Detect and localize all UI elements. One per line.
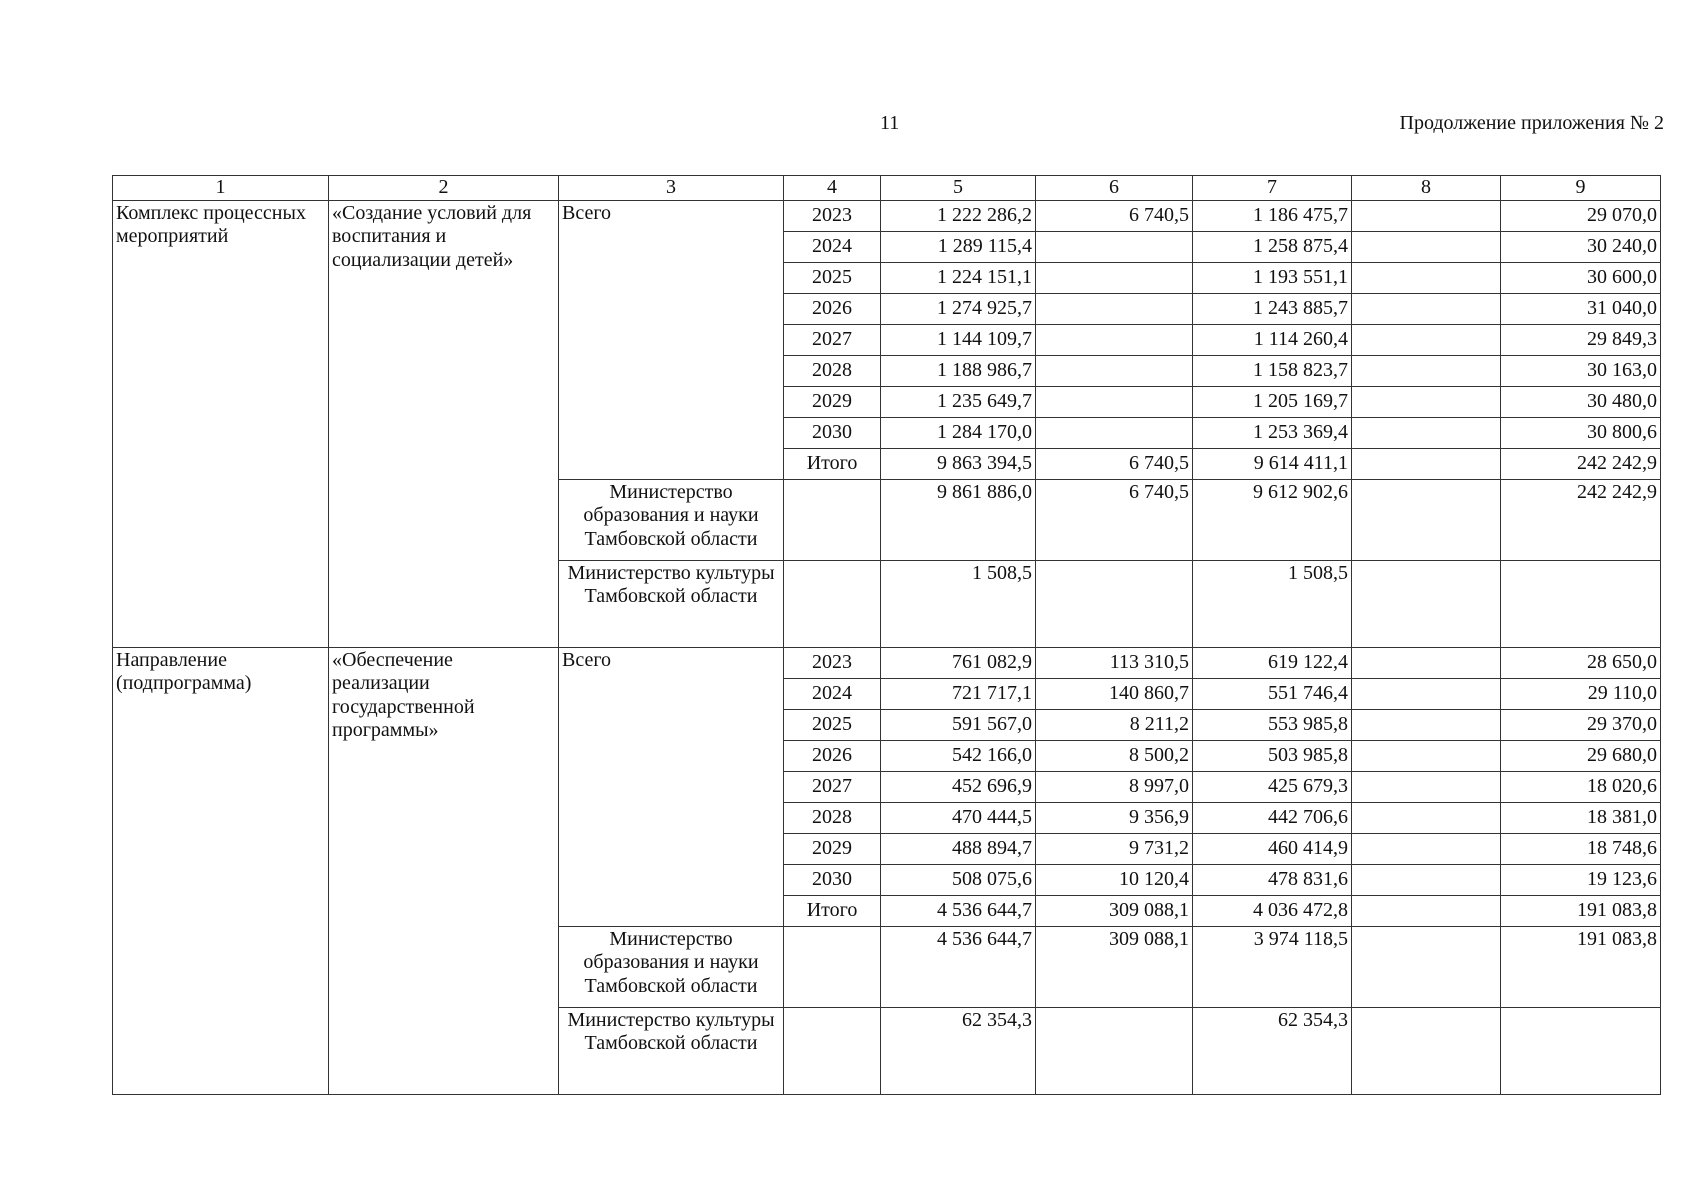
amount-cell: 1 114 260,4	[1193, 324, 1352, 355]
year-cell: 2025	[784, 709, 881, 740]
amount-cell	[1352, 417, 1501, 448]
year-cell: 2023	[784, 200, 881, 231]
year-cell: 2023	[784, 647, 881, 678]
amount-cell	[1501, 560, 1661, 647]
amount-cell: 62 354,3	[881, 1007, 1036, 1094]
amount-cell: 9 612 902,6	[1193, 479, 1352, 560]
ministry-name-cell: Министерство образования и науки Тамбовской области	[559, 926, 784, 1007]
amount-cell	[1036, 386, 1193, 417]
amount-cell: 113 310,5	[1036, 647, 1193, 678]
amount-cell: 442 706,6	[1193, 802, 1352, 833]
amount-cell: 31 040,0	[1501, 293, 1661, 324]
amount-cell: 8 211,2	[1036, 709, 1193, 740]
amount-cell: 1 222 286,2	[881, 200, 1036, 231]
amount-cell: 1 274 925,7	[881, 293, 1036, 324]
year-cell: 2028	[784, 355, 881, 386]
year-cell: 2025	[784, 262, 881, 293]
amount-cell: 29 680,0	[1501, 740, 1661, 771]
amount-cell: 761 082,9	[881, 647, 1036, 678]
amount-cell: 29 070,0	[1501, 200, 1661, 231]
column-header: 7	[1193, 176, 1352, 201]
amount-cell: 1 284 170,0	[881, 417, 1036, 448]
year-cell: 2027	[784, 771, 881, 802]
section-name-cell: «Создание условий для воспитания и социализации детей»	[329, 200, 559, 647]
amount-cell: 542 166,0	[881, 740, 1036, 771]
amount-cell: 721 717,1	[881, 678, 1036, 709]
amount-cell	[1036, 231, 1193, 262]
amount-cell: 4 036 472,8	[1193, 895, 1352, 926]
amount-cell: 191 083,8	[1501, 926, 1661, 1007]
amount-cell: 309 088,1	[1036, 926, 1193, 1007]
amount-cell: 452 696,9	[881, 771, 1036, 802]
amount-cell	[1501, 1007, 1661, 1094]
column-header: 8	[1352, 176, 1501, 201]
amount-cell: 1 224 151,1	[881, 262, 1036, 293]
amount-cell	[1036, 1007, 1193, 1094]
amount-cell: 1 235 649,7	[881, 386, 1036, 417]
amount-cell: 30 480,0	[1501, 386, 1661, 417]
amount-cell: 508 075,6	[881, 864, 1036, 895]
year-cell: 2030	[784, 864, 881, 895]
year-cell	[784, 479, 881, 560]
year-cell: 2029	[784, 386, 881, 417]
page-number: 11	[880, 112, 900, 134]
amount-cell: 503 985,8	[1193, 740, 1352, 771]
year-cell: 2027	[784, 324, 881, 355]
amount-cell	[1036, 324, 1193, 355]
amount-cell	[1036, 417, 1193, 448]
year-cell	[784, 560, 881, 647]
year-cell	[784, 1007, 881, 1094]
year-cell: 2029	[784, 833, 881, 864]
year-cell: 2024	[784, 678, 881, 709]
amount-cell	[1352, 231, 1501, 262]
amount-cell	[1352, 926, 1501, 1007]
total-label-cell: Всего	[559, 200, 784, 479]
amount-cell	[1352, 200, 1501, 231]
amount-cell	[1352, 1007, 1501, 1094]
amount-cell	[1352, 771, 1501, 802]
amount-cell: 591 567,0	[881, 709, 1036, 740]
amount-cell: 8 500,2	[1036, 740, 1193, 771]
column-header: 5	[881, 176, 1036, 201]
amount-cell: 1 186 475,7	[1193, 200, 1352, 231]
amount-cell	[1036, 262, 1193, 293]
year-cell: 2028	[784, 802, 881, 833]
amount-cell: 29 849,3	[1501, 324, 1661, 355]
amount-cell: 460 414,9	[1193, 833, 1352, 864]
amount-cell: 9 356,9	[1036, 802, 1193, 833]
appendix-continuation-note: Продолжение приложения № 2	[1399, 112, 1664, 134]
amount-cell: 488 894,7	[881, 833, 1036, 864]
amount-cell	[1352, 740, 1501, 771]
budget-table-body	[113, 200, 1661, 1094]
amount-cell	[1352, 448, 1501, 479]
year-cell: 2026	[784, 740, 881, 771]
amount-cell: 18 020,6	[1501, 771, 1661, 802]
amount-cell	[1352, 293, 1501, 324]
section-name-cell: «Обеспечение реализации государственной программы»	[329, 647, 559, 1094]
amount-cell: 1 253 369,4	[1193, 417, 1352, 448]
amount-cell: 309 088,1	[1036, 895, 1193, 926]
amount-cell: 1 205 169,7	[1193, 386, 1352, 417]
amount-cell: 30 800,6	[1501, 417, 1661, 448]
column-header: 9	[1501, 176, 1661, 201]
amount-cell: 191 083,8	[1501, 895, 1661, 926]
column-header: 6	[1036, 176, 1193, 201]
table-row	[113, 200, 1661, 231]
column-header: 1	[113, 176, 329, 201]
amount-cell	[1352, 802, 1501, 833]
amount-cell: 6 740,5	[1036, 479, 1193, 560]
amount-cell: 551 746,4	[1193, 678, 1352, 709]
amount-cell: 1 243 885,7	[1193, 293, 1352, 324]
amount-cell	[1352, 560, 1501, 647]
amount-cell: 29 110,0	[1501, 678, 1661, 709]
total-label-cell: Всего	[559, 647, 784, 926]
section-type-cell: Направление (подпрограмма)	[113, 647, 329, 1094]
amount-cell: 553 985,8	[1193, 709, 1352, 740]
amount-cell: 19 123,6	[1501, 864, 1661, 895]
amount-cell: 242 242,9	[1501, 448, 1661, 479]
amount-cell	[1352, 647, 1501, 678]
year-cell: Итого	[784, 448, 881, 479]
amount-cell	[1352, 864, 1501, 895]
amount-cell: 30 240,0	[1501, 231, 1661, 262]
amount-cell: 9 731,2	[1036, 833, 1193, 864]
amount-cell	[1036, 560, 1193, 647]
amount-cell: 10 120,4	[1036, 864, 1193, 895]
amount-cell: 470 444,5	[881, 802, 1036, 833]
column-number-row	[113, 176, 1661, 201]
year-cell: Итого	[784, 895, 881, 926]
amount-cell: 62 354,3	[1193, 1007, 1352, 1094]
amount-cell: 1 508,5	[1193, 560, 1352, 647]
amount-cell: 1 158 823,7	[1193, 355, 1352, 386]
amount-cell: 1 258 875,4	[1193, 231, 1352, 262]
amount-cell	[1352, 479, 1501, 560]
year-cell	[784, 926, 881, 1007]
amount-cell	[1036, 293, 1193, 324]
amount-cell: 30 163,0	[1501, 355, 1661, 386]
column-header: 2	[329, 176, 559, 201]
amount-cell	[1352, 386, 1501, 417]
amount-cell: 28 650,0	[1501, 647, 1661, 678]
amount-cell: 425 679,3	[1193, 771, 1352, 802]
ministry-name-cell: Министерство культуры Тамбовской области	[559, 560, 784, 647]
year-cell: 2030	[784, 417, 881, 448]
amount-cell: 30 600,0	[1501, 262, 1661, 293]
amount-cell: 1 144 109,7	[881, 324, 1036, 355]
amount-cell	[1352, 833, 1501, 864]
amount-cell: 9 863 394,5	[881, 448, 1036, 479]
amount-cell	[1352, 262, 1501, 293]
amount-cell: 1 289 115,4	[881, 231, 1036, 262]
year-cell: 2024	[784, 231, 881, 262]
amount-cell: 242 242,9	[1501, 479, 1661, 560]
amount-cell	[1352, 895, 1501, 926]
ministry-name-cell: Министерство образования и науки Тамбовской области	[559, 479, 784, 560]
amount-cell: 29 370,0	[1501, 709, 1661, 740]
amount-cell: 478 831,6	[1193, 864, 1352, 895]
amount-cell: 6 740,5	[1036, 200, 1193, 231]
amount-cell: 18 381,0	[1501, 802, 1661, 833]
budget-table	[112, 175, 1661, 1095]
column-header: 4	[784, 176, 881, 201]
amount-cell: 9 861 886,0	[881, 479, 1036, 560]
amount-cell: 3 974 118,5	[1193, 926, 1352, 1007]
amount-cell	[1352, 678, 1501, 709]
ministry-name-cell: Министерство культуры Тамбовской области	[559, 1007, 784, 1094]
section-type-cell: Комплекс процессных мероприятий	[113, 200, 329, 647]
table-row	[113, 647, 1661, 678]
column-header: 3	[559, 176, 784, 201]
amount-cell: 9 614 411,1	[1193, 448, 1352, 479]
amount-cell	[1352, 709, 1501, 740]
amount-cell	[1036, 355, 1193, 386]
amount-cell: 18 748,6	[1501, 833, 1661, 864]
amount-cell: 4 536 644,7	[881, 895, 1036, 926]
amount-cell: 1 508,5	[881, 560, 1036, 647]
amount-cell	[1352, 324, 1501, 355]
year-cell: 2026	[784, 293, 881, 324]
amount-cell: 140 860,7	[1036, 678, 1193, 709]
amount-cell	[1352, 355, 1501, 386]
amount-cell: 6 740,5	[1036, 448, 1193, 479]
amount-cell: 619 122,4	[1193, 647, 1352, 678]
amount-cell: 8 997,0	[1036, 771, 1193, 802]
amount-cell: 1 188 986,7	[881, 355, 1036, 386]
amount-cell: 4 536 644,7	[881, 926, 1036, 1007]
amount-cell: 1 193 551,1	[1193, 262, 1352, 293]
